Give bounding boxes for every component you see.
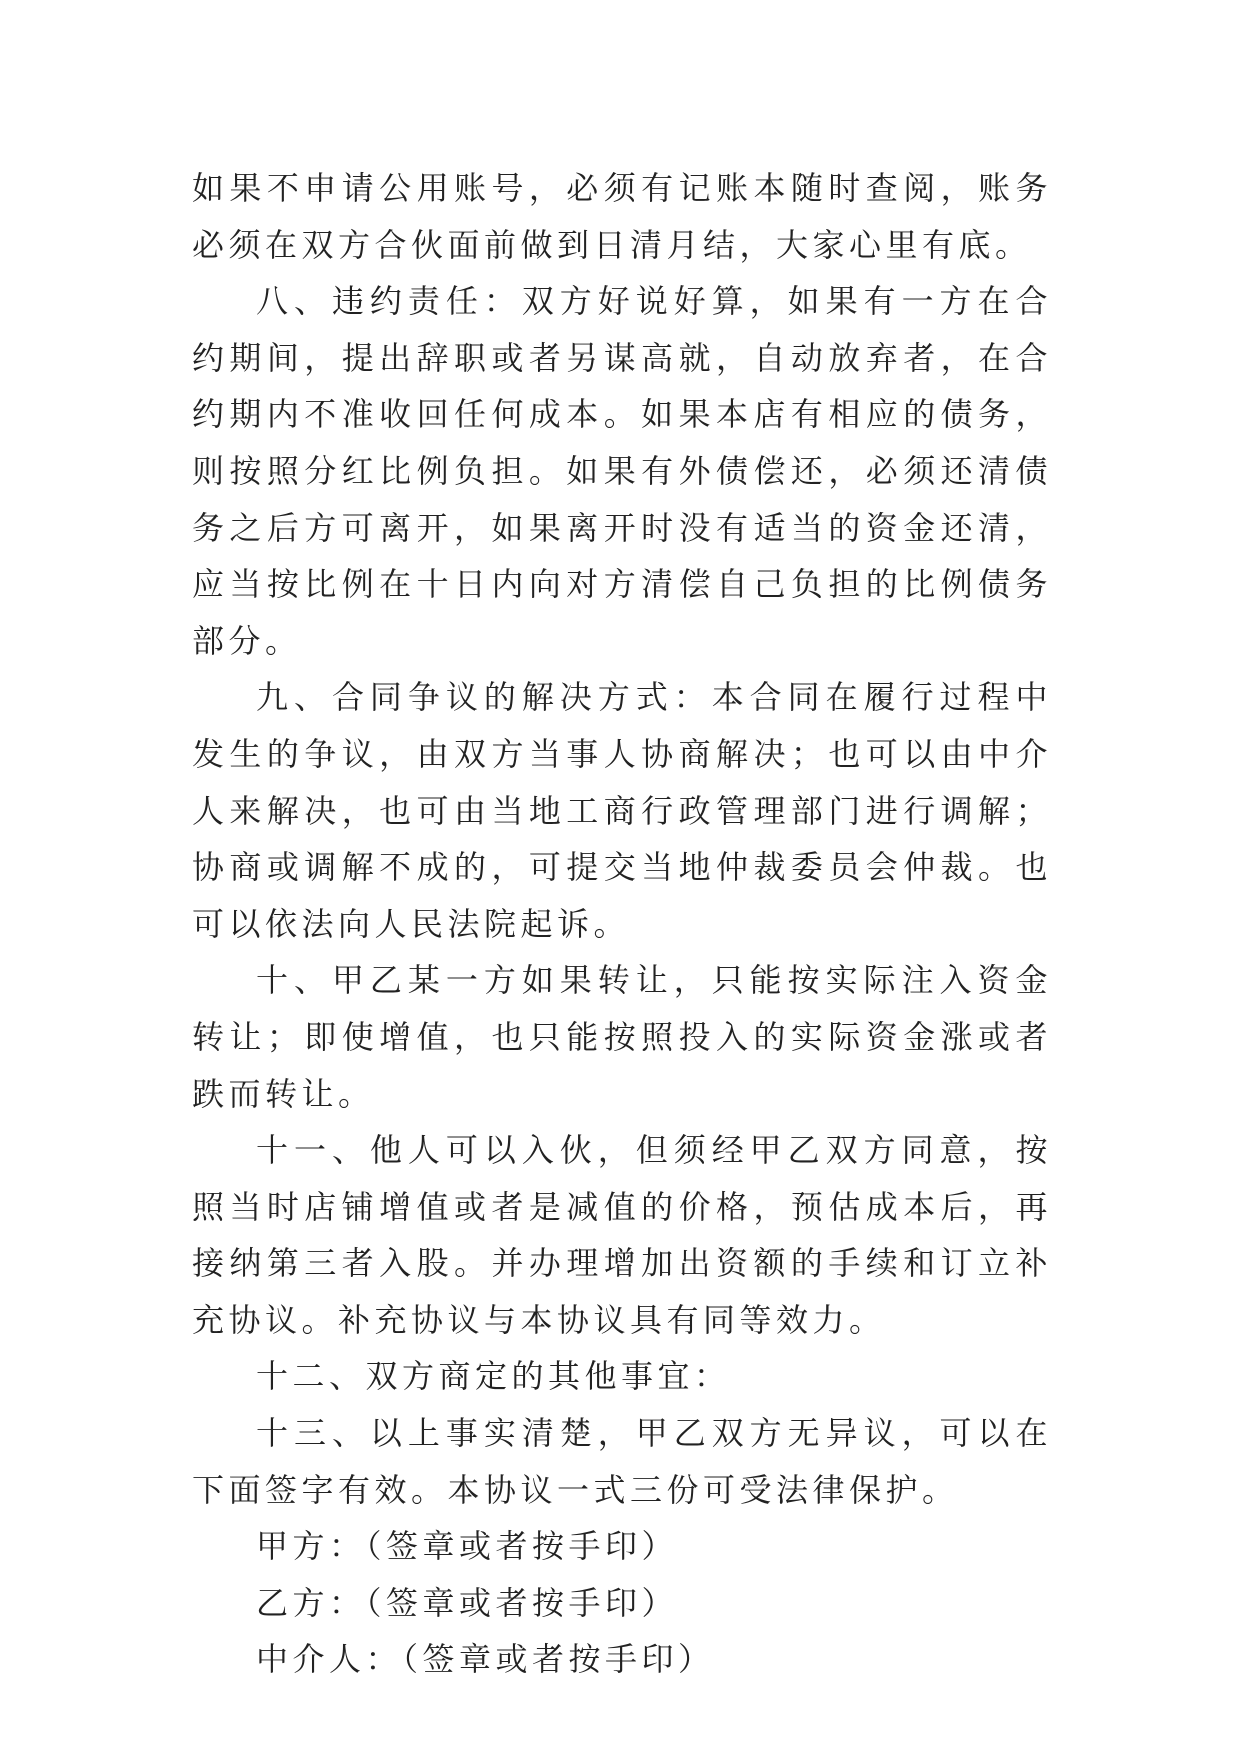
paragraph-clause-11-new-partner: 十一、他人可以入伙，但须经甲乙双方同意，按照当时店铺增值或者是减值的价格，预估成本后，再接纳第三者入股。并办理增加出资额的手续和订立补充协议。补充协议与本协议具有同等效力。 xyxy=(192,1131,1052,1339)
paragraph-accounts: 如果不申请公用账号，必须有记账本随时查阅，账务必须在双方合伙面前做到日清月结，大家心里有底。 xyxy=(192,169,1052,264)
paragraph-clause-8-breach: 八、违约责任：双方好说好算，如果有一方在合约期间，提出辞职或者另谋高就，自动放弃者，在合约期内不准收回任何成本。如果本店有相应的债务，则按照分红比例负担。如果有外债偿还，必须还清债务之后方可离开，如果离开时没有适当的资金还清，应当按比例在十日内向对方清偿自己负担的比例债务部分。 xyxy=(192,282,1052,660)
signature-line-intermediary: 中介人：（签章或者按手印） xyxy=(256,1640,715,1679)
document-body xyxy=(192,160,1052,1688)
paragraph-clause-9-disputes: 九、合同争议的解决方式：本合同在履行过程中发生的争议，由双方当事人协商解决；也可以由中介人来解决，也可由当地工商行政管理部门进行调解；协商或调解不成的，可提交当地仲裁委员会仲裁。也可以依法向人民法院起诉。 xyxy=(192,678,1052,943)
paragraph-clause-12-other-matters: 十二、双方商定的其他事宜： xyxy=(256,1357,731,1396)
paragraph-clause-13-signing: 十三、以上事实清楚，甲乙双方无异议，可以在下面签字有效。本协议一式三份可受法律保护。 xyxy=(192,1414,1052,1509)
signature-line-party-a: 甲方：（签章或者按手印） xyxy=(256,1527,679,1566)
paragraph-clause-10-transfer: 十、甲乙某一方如果转让，只能按实际注入资金转让；即使增值，也只能按照投入的实际资金涨或者跌而转让。 xyxy=(192,961,1052,1113)
signature-line-party-b: 乙方：（签章或者按手印） xyxy=(256,1583,679,1622)
